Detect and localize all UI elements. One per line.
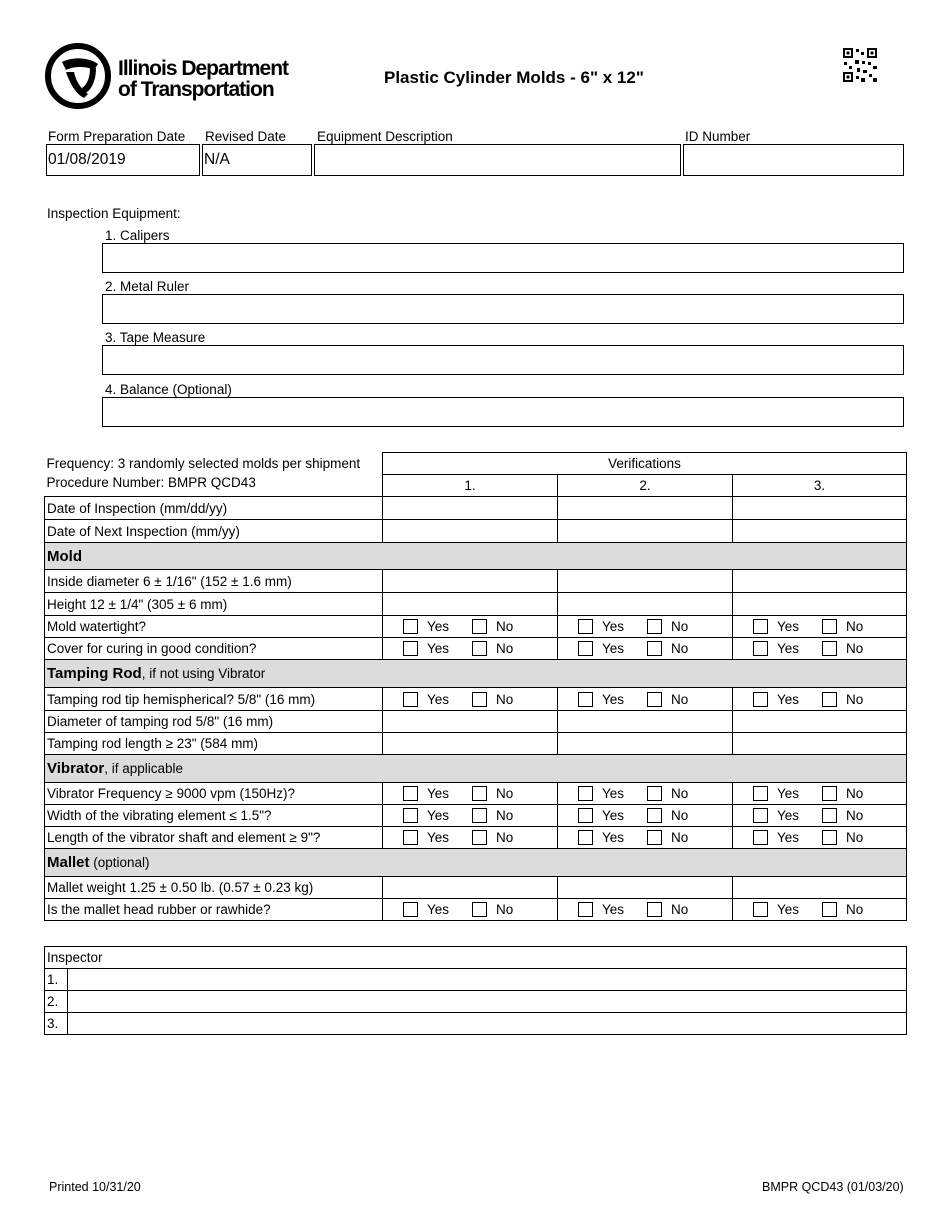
row-label: Vibrator Frequency ≥ 9000 vpm (150Hz)? — [45, 783, 383, 805]
yes-no-group — [735, 808, 904, 823]
no-checkbox[interactable] — [472, 692, 487, 707]
inside-diameter-cell-2[interactable] — [558, 570, 733, 593]
no-label: No — [671, 619, 689, 634]
yes-label: Yes — [777, 619, 800, 634]
no-checkbox[interactable] — [472, 830, 487, 845]
qr-code-icon — [843, 48, 877, 82]
column-header: 2. — [558, 475, 733, 497]
no-label: No — [496, 902, 514, 917]
vibrator-frequency-yes-no-2 — [558, 783, 733, 805]
inspector-row-number: 3. — [45, 1013, 68, 1035]
no-checkbox[interactable] — [822, 692, 837, 707]
yes-no-group — [385, 619, 555, 634]
yes-checkbox[interactable] — [753, 641, 768, 656]
no-checkbox[interactable] — [647, 786, 662, 801]
no-checkbox[interactable] — [822, 641, 837, 656]
yes-checkbox[interactable] — [578, 692, 593, 707]
tamping-tip-yes-no-2 — [558, 688, 733, 711]
yes-label: Yes — [602, 619, 625, 634]
watertight-yes-no-1 — [383, 616, 558, 638]
yes-label: Yes — [777, 691, 800, 707]
date-inspection-cell-2[interactable] — [558, 497, 733, 520]
mallet-head-yes-no-1 — [383, 899, 558, 921]
revised-date-label: Revised Date — [205, 129, 287, 144]
yes-checkbox[interactable] — [403, 619, 418, 634]
yes-no-group — [385, 692, 555, 707]
mallet-weight-cell-3[interactable] — [733, 877, 907, 899]
yes-checkbox[interactable] — [753, 786, 768, 801]
no-checkbox[interactable] — [822, 786, 837, 801]
column-header: 1. — [383, 475, 558, 497]
no-label: No — [496, 641, 514, 656]
cover-yes-no-3 — [733, 638, 907, 660]
yes-checkbox[interactable] — [578, 641, 593, 656]
yes-no-group — [735, 902, 904, 917]
yes-checkbox[interactable] — [753, 808, 768, 823]
yes-label: Yes — [427, 830, 450, 845]
no-label: No — [846, 641, 864, 656]
equipment-item-label: 1. Calipers — [105, 228, 170, 243]
mold-section-header: Mold — [45, 543, 907, 570]
vibrator-length-yes-no-2 — [558, 827, 733, 849]
no-label: No — [671, 641, 689, 656]
yes-label: Yes — [427, 691, 450, 707]
no-checkbox[interactable] — [647, 692, 662, 707]
vibrator-section-header: Vibrator, if applicable — [45, 755, 907, 783]
no-label: No — [671, 830, 689, 845]
yes-label: Yes — [777, 786, 800, 801]
cover-yes-no-2 — [558, 638, 733, 660]
height-cell-1[interactable] — [383, 593, 558, 616]
no-checkbox[interactable] — [647, 830, 662, 845]
yes-label: Yes — [777, 830, 800, 845]
watertight-yes-no-2 — [558, 616, 733, 638]
mallet-head-yes-no-2 — [558, 899, 733, 921]
verification-table — [44, 452, 907, 921]
height-cell-3[interactable] — [733, 593, 907, 616]
tamping-length-cell-3[interactable] — [733, 733, 907, 755]
equipment-item-label: 2. Metal Ruler — [105, 279, 190, 294]
yes-label: Yes — [602, 808, 625, 823]
balance-field[interactable] — [102, 397, 904, 427]
inside-diameter-cell-3[interactable] — [733, 570, 907, 593]
inspection-equipment-heading: Inspection Equipment: — [47, 206, 181, 221]
yes-no-group — [385, 641, 555, 656]
yes-checkbox[interactable] — [403, 692, 418, 707]
no-label: No — [496, 830, 514, 845]
vibrator-width-yes-no-1 — [383, 805, 558, 827]
yes-label: Yes — [602, 830, 625, 845]
no-checkbox[interactable] — [647, 902, 662, 917]
page-title: Plastic Cylinder Molds - 6" x 12" — [384, 68, 644, 87]
no-label: No — [496, 691, 514, 707]
form-id: BMPR QCD43 (01/03/20) — [762, 1180, 904, 1194]
tamping-diameter-cell-2[interactable] — [558, 711, 733, 733]
row-label: Height 12 ± 1/4" (305 ± 6 mm) — [45, 593, 383, 616]
row-label: Date of Next Inspection (mm/yy) — [45, 520, 383, 543]
inspector-field-2[interactable] — [68, 991, 907, 1013]
yes-checkbox[interactable] — [403, 902, 418, 917]
mallet-section-header: Mallet (optional) — [45, 849, 907, 877]
yes-label: Yes — [602, 641, 625, 656]
form-prep-date-field[interactable]: 01/08/2019 — [46, 144, 200, 176]
no-checkbox[interactable] — [472, 641, 487, 656]
no-label: No — [496, 786, 514, 801]
equipment-item-label: 3. Tape Measure — [105, 330, 206, 345]
yes-checkbox[interactable] — [403, 641, 418, 656]
no-checkbox[interactable] — [647, 619, 662, 634]
yes-no-group — [560, 902, 730, 917]
vibrator-frequency-yes-no-3 — [733, 783, 907, 805]
row-label: Mallet weight 1.25 ± 0.50 lb. (0.57 ± 0.23 kg) — [45, 877, 383, 899]
idot-logo-icon — [44, 40, 114, 112]
row-label: Cover for curing in good condition? — [45, 638, 383, 660]
yes-label: Yes — [602, 902, 625, 917]
form-prep-date-label: Form Preparation Date — [48, 129, 186, 144]
no-label: No — [846, 619, 864, 634]
yes-label: Yes — [427, 902, 450, 917]
no-checkbox[interactable] — [647, 641, 662, 656]
equipment-description-field[interactable] — [314, 144, 681, 176]
equipment-description-label: Equipment Description — [317, 129, 453, 144]
row-label: Is the mallet head rubber or rawhide? — [45, 899, 383, 921]
no-label: No — [671, 691, 689, 707]
yes-no-group — [560, 808, 730, 823]
yes-no-group — [735, 619, 904, 634]
cover-yes-no-1 — [383, 638, 558, 660]
row-label: Date of Inspection (mm/dd/yy) — [45, 497, 383, 520]
equipment-item-label: 4. Balance (Optional) — [105, 382, 232, 397]
no-checkbox[interactable] — [822, 830, 837, 845]
vibrator-width-yes-no-2 — [558, 805, 733, 827]
yes-label: Yes — [427, 808, 450, 823]
yes-no-group — [385, 786, 555, 801]
inspector-field-1[interactable] — [68, 969, 907, 991]
yes-checkbox[interactable] — [753, 902, 768, 917]
row-label: Length of the vibrator shaft and element ≥ 9"? — [45, 827, 383, 849]
inspector-heading: Inspector — [45, 947, 907, 969]
no-label: No — [671, 786, 689, 801]
id-number-label: ID Number — [685, 129, 751, 144]
row-label: Tamping rod tip hemispherical? 5/8" (16 mm) — [45, 688, 383, 711]
yes-no-group — [735, 786, 904, 801]
mallet-head-yes-no-3 — [733, 899, 907, 921]
tamping-length-cell-1[interactable] — [383, 733, 558, 755]
height-cell-2[interactable] — [558, 593, 733, 616]
no-label: No — [846, 830, 864, 845]
inside-diameter-cell-1[interactable] — [383, 570, 558, 593]
no-label: No — [671, 902, 689, 917]
vibrator-width-yes-no-3 — [733, 805, 907, 827]
yes-no-group — [735, 692, 904, 707]
idot-logo — [44, 40, 304, 112]
no-checkbox[interactable] — [472, 619, 487, 634]
row-label: Inside diameter 6 ± 1/16" (152 ± 1.6 mm) — [45, 570, 383, 593]
next-inspection-cell-1[interactable] — [383, 520, 558, 543]
vibrator-frequency-yes-no-1 — [383, 783, 558, 805]
tamping-tip-yes-no-3 — [733, 688, 907, 711]
printed-date: Printed 10/31/20 — [49, 1180, 141, 1194]
no-label: No — [846, 808, 864, 823]
no-label: No — [496, 808, 514, 823]
no-checkbox[interactable] — [472, 902, 487, 917]
tamping-diameter-cell-1[interactable] — [383, 711, 558, 733]
inspector-row-number: 1. — [45, 969, 68, 991]
yes-no-group — [385, 830, 555, 845]
yes-no-group — [735, 830, 904, 845]
tamping-tip-yes-no-1 — [383, 688, 558, 711]
yes-label: Yes — [427, 641, 450, 656]
logo-line2: of Transportation — [118, 78, 274, 101]
row-label: Tamping rod length ≥ 23" (584 mm) — [45, 733, 383, 755]
yes-no-group — [735, 641, 904, 656]
id-number-field[interactable] — [683, 144, 904, 176]
no-checkbox[interactable] — [822, 808, 837, 823]
tamping-diameter-cell-3[interactable] — [733, 711, 907, 733]
mallet-weight-cell-2[interactable] — [558, 877, 733, 899]
yes-label: Yes — [602, 786, 625, 801]
row-label: Diameter of tamping rod 5/8" (16 mm) — [45, 711, 383, 733]
no-label: No — [671, 808, 689, 823]
metal-ruler-field[interactable] — [102, 294, 904, 324]
next-inspection-cell-3[interactable] — [733, 520, 907, 543]
vibrator-length-yes-no-3 — [733, 827, 907, 849]
row-label: Width of the vibrating element ≤ 1.5"? — [45, 805, 383, 827]
yes-label: Yes — [777, 808, 800, 823]
yes-no-group — [560, 786, 730, 801]
yes-checkbox[interactable] — [403, 830, 418, 845]
yes-label: Yes — [777, 902, 800, 917]
yes-checkbox[interactable] — [578, 786, 593, 801]
yes-label: Yes — [777, 641, 800, 656]
yes-checkbox[interactable] — [753, 619, 768, 634]
no-checkbox[interactable] — [647, 808, 662, 823]
no-checkbox[interactable] — [822, 619, 837, 634]
inspector-table — [44, 946, 907, 1035]
yes-checkbox[interactable] — [578, 830, 593, 845]
yes-no-group — [385, 902, 555, 917]
revised-date-field[interactable]: N/A — [202, 144, 312, 176]
yes-checkbox[interactable] — [753, 830, 768, 845]
logo-line1: Illinois Department — [118, 57, 289, 80]
yes-no-group — [560, 641, 730, 656]
yes-checkbox[interactable] — [753, 692, 768, 707]
vibrator-length-yes-no-1 — [383, 827, 558, 849]
yes-no-group — [560, 692, 730, 707]
inspector-row-number: 2. — [45, 991, 68, 1013]
verifications-header: Verifications — [383, 453, 907, 475]
procedure-text: Procedure Number: BMPR QCD43 — [46, 474, 256, 490]
inspector-field-3[interactable] — [68, 1013, 907, 1035]
frequency-text: Frequency: 3 randomly selected molds per shipment — [46, 456, 361, 471]
yes-label: Yes — [602, 691, 625, 707]
no-label: No — [496, 619, 514, 634]
yes-no-group — [560, 830, 730, 845]
yes-no-group — [385, 808, 555, 823]
mallet-weight-cell-1[interactable] — [383, 877, 558, 899]
no-label: No — [846, 691, 864, 707]
yes-checkbox[interactable] — [578, 619, 593, 634]
no-label: No — [846, 786, 864, 801]
no-checkbox[interactable] — [472, 786, 487, 801]
yes-checkbox[interactable] — [578, 902, 593, 917]
yes-checkbox[interactable] — [578, 808, 593, 823]
tamping-length-cell-2[interactable] — [558, 733, 733, 755]
row-label: Mold watertight? — [45, 616, 383, 638]
tamping-section-header: Tamping Rod, if not using Vibrator — [45, 660, 907, 688]
calipers-field[interactable] — [102, 243, 904, 273]
no-checkbox[interactable] — [822, 902, 837, 917]
no-label: No — [846, 902, 864, 917]
date-inspection-cell-3[interactable] — [733, 497, 907, 520]
yes-label: Yes — [427, 786, 450, 801]
yes-no-group — [560, 619, 730, 634]
yes-label: Yes — [427, 619, 450, 634]
watertight-yes-no-3 — [733, 616, 907, 638]
yes-checkbox[interactable] — [403, 786, 418, 801]
yes-checkbox[interactable] — [403, 808, 418, 823]
tape-measure-field[interactable] — [102, 345, 904, 375]
no-checkbox[interactable] — [472, 808, 487, 823]
column-header: 3. — [733, 475, 907, 497]
next-inspection-cell-2[interactable] — [558, 520, 733, 543]
date-inspection-cell-1[interactable] — [383, 497, 558, 520]
